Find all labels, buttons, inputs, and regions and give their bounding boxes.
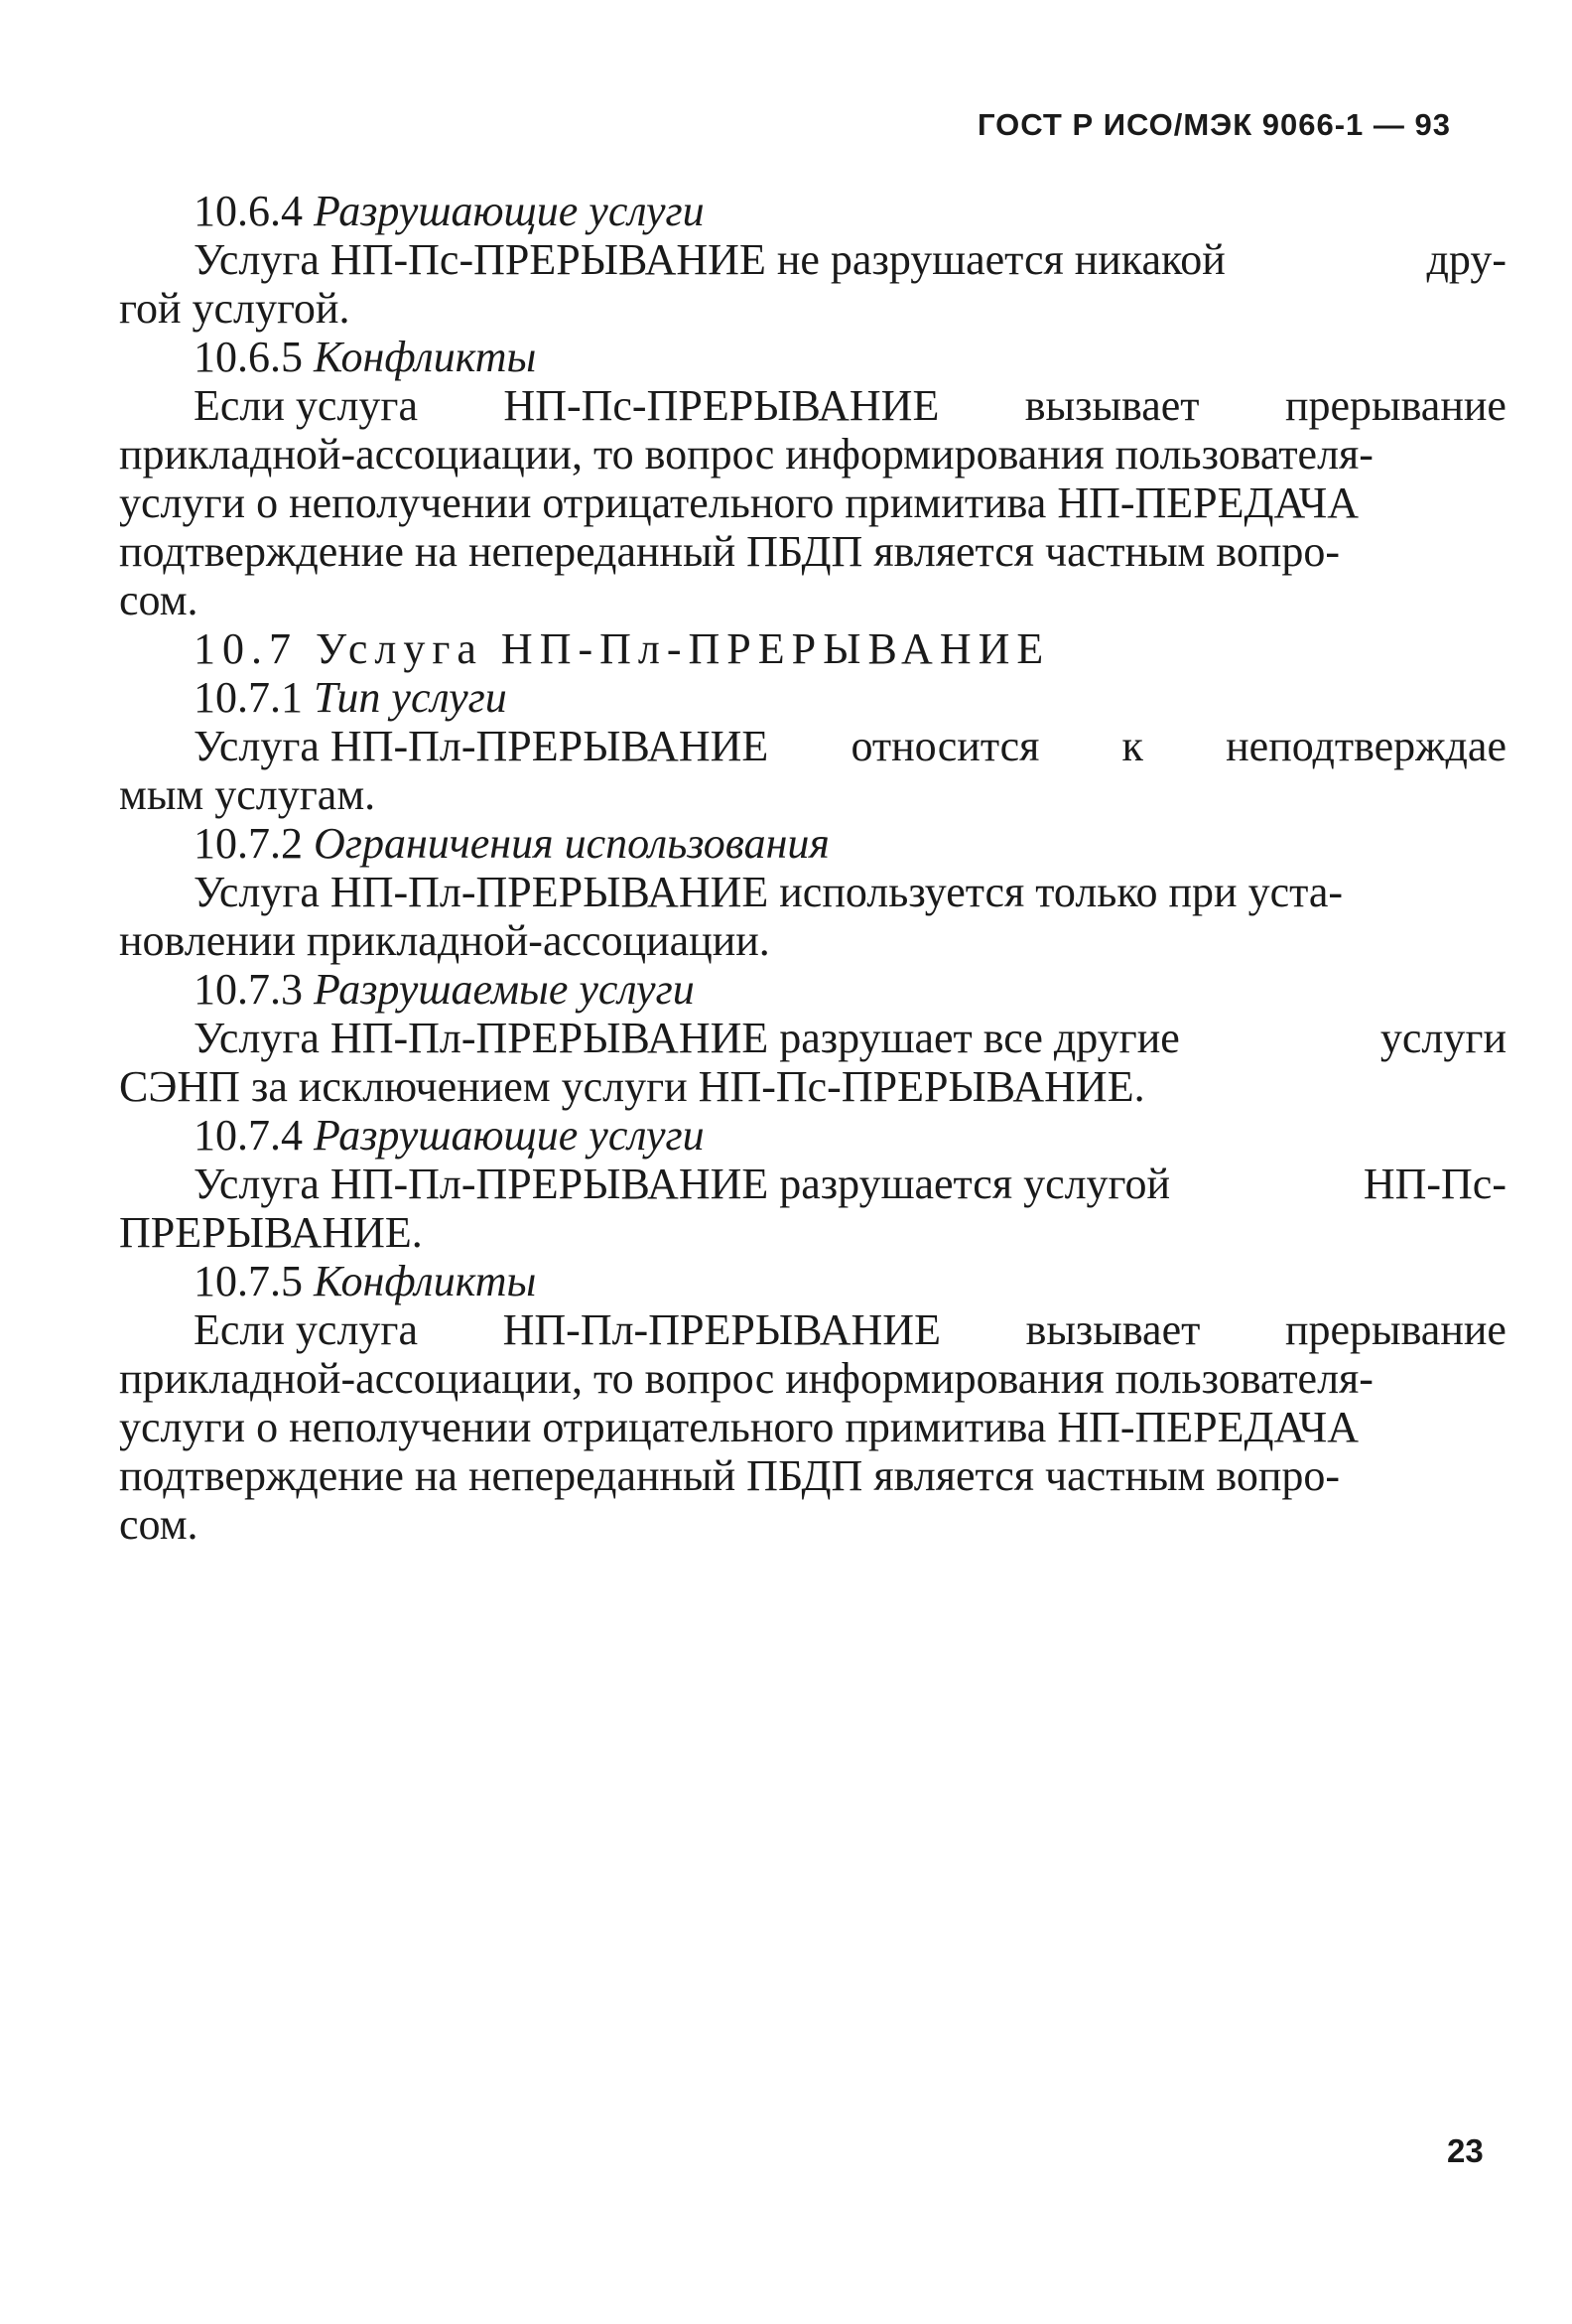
heading-number: 10.7.1 <box>194 673 303 722</box>
heading-number: 10.7.2 <box>194 819 303 868</box>
paragraph-line: новлении прикладной-ассоциации. <box>119 916 770 965</box>
heading-title: Разрушаемые услуги <box>314 965 695 1014</box>
paragraph-line: прикладной-ассоциации, то вопрос информирования пользователя- <box>119 430 1374 478</box>
paragraph-line: СЭНП за исключением услуги НП-Пс-ПРЕРЫВАНИЕ. <box>119 1062 1145 1111</box>
paragraph-line: услуги о неполучении отрицательного примитива НП-ПЕРЕДАЧА <box>119 478 1359 527</box>
heading-10-7-5 <box>119 1257 1506 1305</box>
paragraph-line: гой услугой. <box>119 284 350 333</box>
paragraph-line <box>119 381 1506 430</box>
paragraph-line <box>119 722 1506 770</box>
heading-10-7-4 <box>119 1111 1506 1160</box>
text-segment: Услуга НП-Пс-ПРЕРЫВАНИЕ не разрушается никакой <box>194 235 1226 284</box>
paragraph-line: Услуга НП-Пл-ПРЕРЫВАНИЕ используется только при уста- <box>194 868 1344 916</box>
paragraph-line: подтверждение на непереданный ПБДП является частным вопро- <box>119 1451 1341 1500</box>
heading-10-7-3 <box>119 965 1506 1014</box>
text-segment: Если услуга <box>194 1305 418 1354</box>
section-title-10-7: 10.7 Услуга НП-Пл-ПРЕРЫВАНИЕ <box>194 624 1051 673</box>
heading-number: 10.6.5 <box>194 333 303 381</box>
paragraph-line <box>119 1305 1506 1354</box>
heading-title: Разрушающие услуги <box>314 187 705 235</box>
text-segment: Услуга НП-Пл-ПРЕРЫВАНИЕ разрушается услугой <box>194 1160 1171 1208</box>
text-segment: НП-Пс- <box>1363 1160 1506 1208</box>
text-segment: вызывает <box>1024 381 1200 430</box>
heading-title: Конфликты <box>314 1257 537 1305</box>
paragraph-line: мым услугам. <box>119 770 376 819</box>
paragraph-line: подтверждение на непереданный ПБДП является частным вопро- <box>119 527 1341 576</box>
heading-number: 10.6.4 <box>194 187 303 235</box>
heading-title: Тип услуги <box>314 673 507 722</box>
text-segment: Услуга НП-Пл-ПРЕРЫВАНИЕ разрушает все другие <box>194 1014 1180 1062</box>
text-segment: дру- <box>1426 235 1506 284</box>
heading-10-7-2 <box>119 819 1506 868</box>
text-segment: прерывание <box>1284 381 1506 430</box>
heading-number: 10.7.4 <box>194 1111 303 1160</box>
paragraph-line: услуги о неполучении отрицательного примитива НП-ПЕРЕДАЧА <box>119 1403 1359 1451</box>
page-header-standard-id: ГОСТ Р ИСО/МЭК 9066-1 — 93 <box>978 107 1451 142</box>
text-segment: услуги <box>1379 1014 1506 1062</box>
heading-10-6-4 <box>119 187 1506 235</box>
heading-10-6-5 <box>119 333 1506 381</box>
text-segment: НП-Пс-ПРЕРЫВАНИЕ <box>503 381 940 430</box>
paragraph-line <box>119 1014 1506 1062</box>
text-segment: Если услуга <box>194 381 418 430</box>
text-segment: к <box>1121 722 1143 770</box>
page-body <box>119 187 1506 1549</box>
text-segment: неподтверждае <box>1226 722 1506 770</box>
paragraph-line: сом. <box>119 576 198 624</box>
paragraph-line <box>119 235 1506 284</box>
text-segment: прерывание <box>1284 1305 1506 1354</box>
paragraph-line: прикладной-ассоциации, то вопрос информирования пользователя- <box>119 1354 1374 1403</box>
text-segment: НП-Пл-ПРЕРЫВАНИЕ <box>502 1305 941 1354</box>
heading-number: 10.7.5 <box>194 1257 303 1305</box>
text-segment: вызывает <box>1025 1305 1201 1354</box>
heading-number: 10.7.3 <box>194 965 303 1014</box>
text-segment: Услуга НП-Пл-ПРЕРЫВАНИЕ <box>194 722 769 770</box>
page-number: 23 <box>1447 2132 1484 2169</box>
paragraph-line: ПРЕРЫВАНИЕ. <box>119 1208 423 1257</box>
paragraph-line: сом. <box>119 1500 198 1549</box>
heading-title: Конфликты <box>314 333 537 381</box>
paragraph-line <box>119 1160 1506 1208</box>
text-segment: относится <box>851 722 1040 770</box>
heading-10-7-1 <box>119 673 1506 722</box>
heading-title: Разрушающие услуги <box>314 1111 705 1160</box>
heading-title: Ограничения использования <box>314 819 830 868</box>
